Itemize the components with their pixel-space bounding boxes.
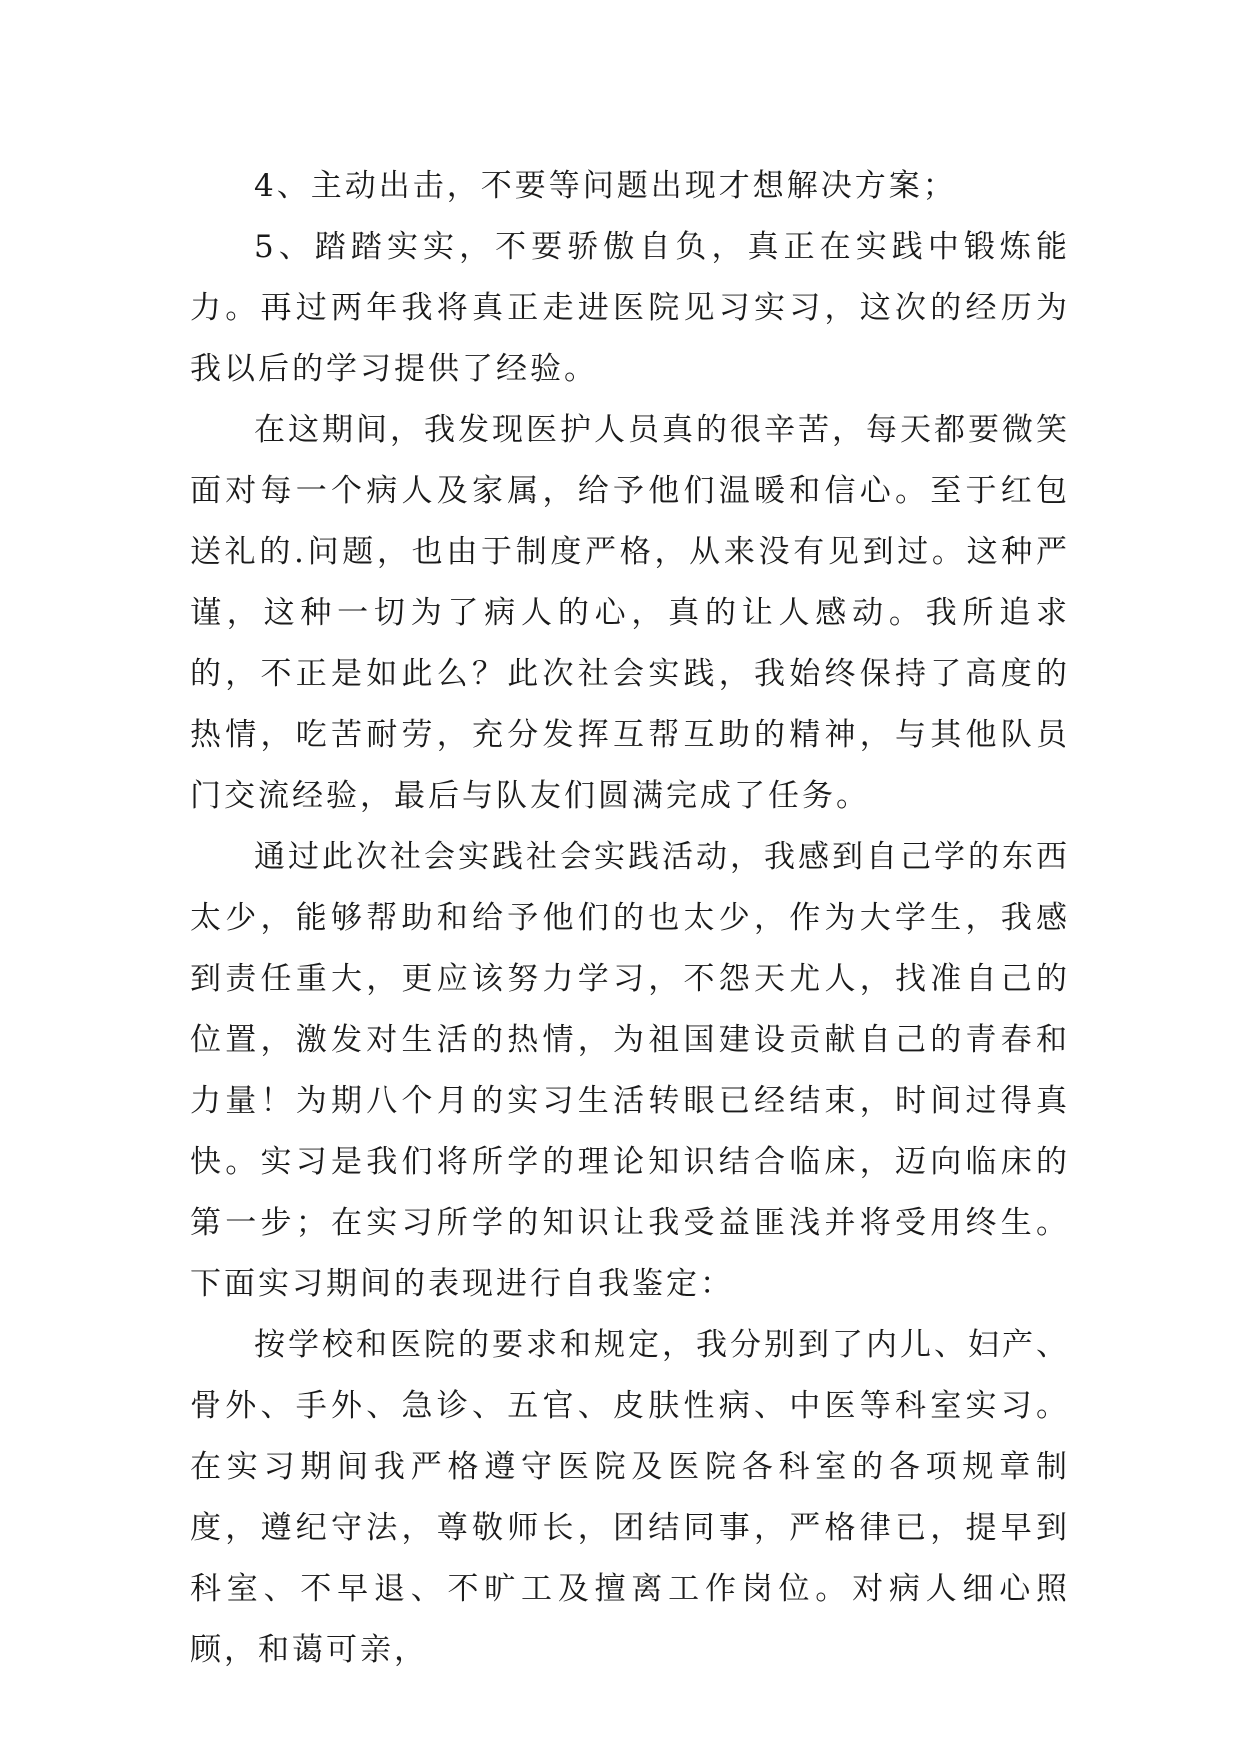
- document-body: [190, 156, 1070, 1681]
- paragraph-observations: 在这期间，我发现医护人员真的很辛苦，每天都要微笑面对每一个病人及家属，给予他们温暖和信心。至于红包送礼的.问题，也由于制度严格，从来没有见到过。这种严谨，这种一切为了病人的心，真的让人感动。我所追求的，不正是如此么？此次社会实践，我始终保持了高度的热情，吃苦耐劳，充分发挥互帮互助的精神，与其他队员门交流经验，最后与队友们圆满完成了任务。: [190, 412, 1070, 814]
- paragraph-list-item-4: 4、主动出击，不要等问题出现才想解决方案；: [254, 168, 957, 204]
- paragraph-list-item-5: 5、踏踏实实，不要骄傲自负，真正在实践中锻炼能力。再过两年我将真正走进医院见习实习，这次的经历为我以后的学习提供了经验。: [190, 229, 1070, 387]
- paragraph-departments: 按学校和医院的要求和规定，我分别到了内儿、妇产、骨外、手外、急诊、五官、皮肤性病、中医等科室实习。在实习期间我严格遵守医院及医院各科室的各项规章制度，遵纪守法，尊敬师长，团结同事，严格律已，提早到科室、不早退、不旷工及擅离工作岗位。对病人细心照顾，和蔼可亲，: [190, 1327, 1070, 1668]
- paragraph-reflection: 通过此次社会实践社会实践活动，我感到自己学的东西太少，能够帮助和给予他们的也太少，作为大学生，我感到责任重大，更应该努力学习，不怨天尤人，找准自己的位置，激发对生活的热情，为祖国建设贡献自己的青春和力量！为期八个月的实习生活转眼已经结束，时间过得真快。实习是我们将所学的理论知识结合临床，迈向临床的第一步；在实习所学的知识让我受益匪浅并将受用终生。下面实习期间的表现进行自我鉴定：: [190, 839, 1070, 1302]
